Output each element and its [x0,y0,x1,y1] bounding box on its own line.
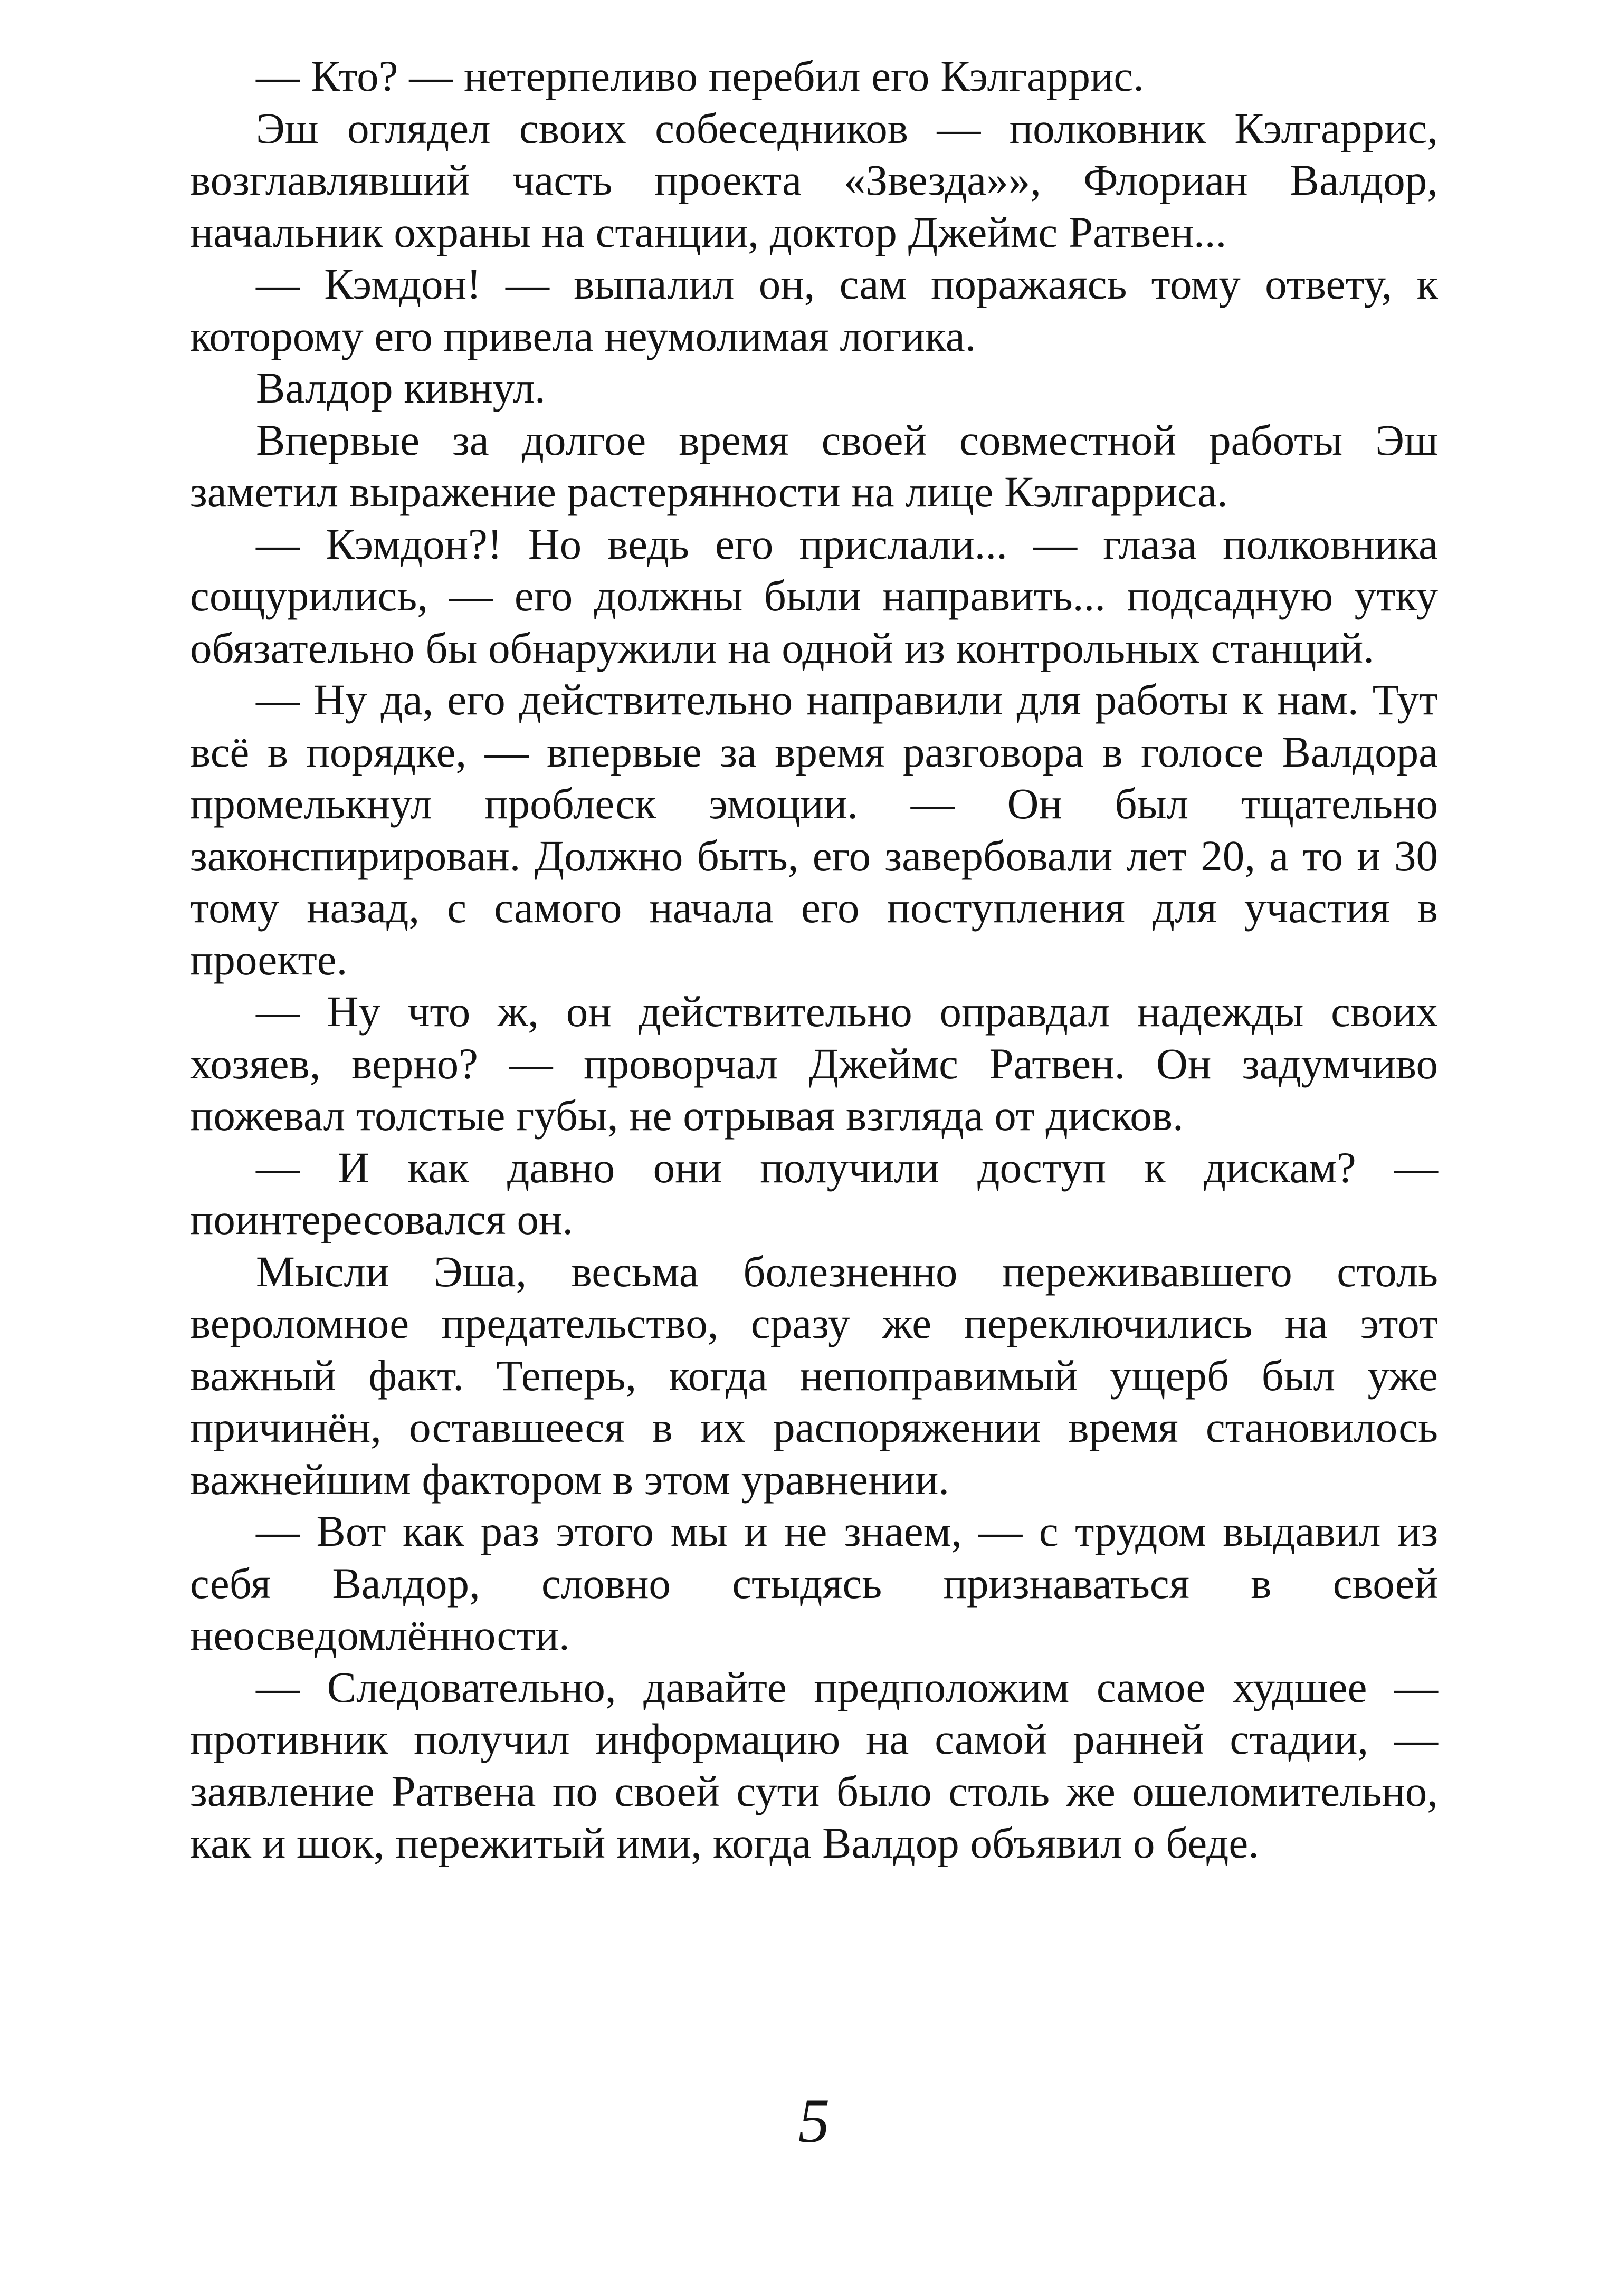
paragraph: — И как давно они получили доступ к дискам? — поинтересовался он. [190,1143,1438,1243]
paragraph: Эш оглядел своих собеседников — полковник Кэлгаррис, возглавлявший часть проекта «Звезда»», Флориан Валдор, начальник охраны на станции, доктор Джеймс Ратвен... [190,103,1438,256]
paragraph: — Кэмдон?! Но ведь его прислали... — глаза полковника сощурились, — его должны были направить... подсадную утку обязательно бы обнаружили на одной из контрольных станций. [190,519,1438,672]
paragraph: — Кэмдон! — выпалил он, сам поражаясь тому ответу, к которому его привела неумолимая логика. [190,260,1438,360]
book-page [190,50,1438,2240]
paragraph: — Кто? — нетерпеливо перебил его Кэлгаррис. [256,52,1144,100]
page-number: 5 [798,2085,830,2156]
body-text [190,50,1438,1869]
paragraph: — Вот как раз этого мы и не знаем, — с трудом выдавил из себя Валдор, словно стыдясь признаваться в своей неосведомлённости. [190,1507,1438,1659]
paragraph: Мысли Эша, весьма болезненно переживавшего столь вероломное предательство, сразу же переключились на этот важный факт. Теперь, когда непоправимый ущерб был уже причинён, оставшееся в их распоряжении время становилось важнейшим фактором в этом уравнении. [190,1247,1438,1504]
paragraph: Валдор кивнул. [256,363,546,412]
paragraph: — Следовательно, давайте предположим самое худшее — противник получил информацию на самой ранней стадии, — заявление Ратвена по своей сути было столь же ошеломительно, как и шок, пережитый ими, когда Валдор объявил о беде. [190,1662,1438,1867]
paragraph: — Ну что ж, он действительно оправдал надежды своих хозяев, верно? — проворчал Джеймс Ратвен. Он задумчиво пожевал толстые губы, не отрывая взгляда от дисков. [190,987,1438,1140]
paragraph: Впервые за долгое время своей совместной работы Эш заметил выражение растерянности на лице Кэлгарриса. [190,415,1438,516]
paragraph: — Ну да, его действительно направили для работы к нам. Тут всё в порядке, — впервые за время разговора в голосе Валдора промелькнул проблеск эмоции. — Он был тщательно законспирирован. Должно быть, его завербовали лет 20, а то и 30 тому назад, с самого начала его поступления для участия в проекте. [190,675,1438,984]
